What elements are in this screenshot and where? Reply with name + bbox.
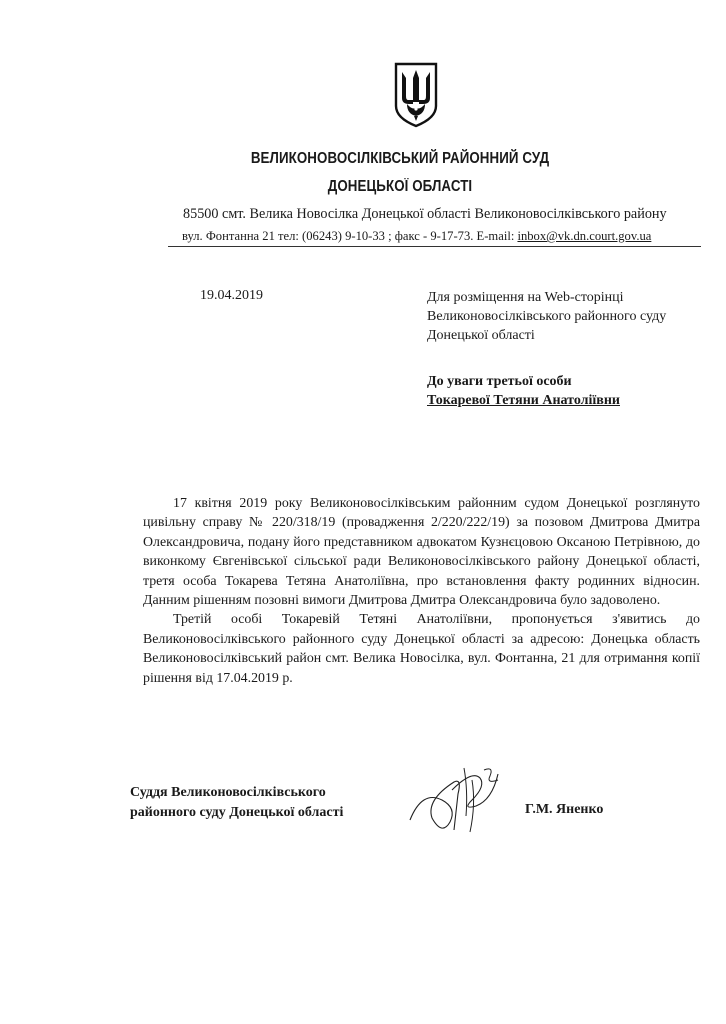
signer-title [130, 783, 410, 823]
trident-emblem-icon [393, 62, 439, 128]
court-name-line1: ВЕЛИКОНОВОСІЛКІВСЬКИЙ РАЙОННИЙ СУД [250, 150, 550, 167]
court-name-line2: ДОНЕЦЬКОЇ ОБЛАСТІ [327, 178, 473, 195]
letter-body [143, 494, 700, 688]
recipient-block [427, 288, 717, 345]
attention-block [427, 372, 717, 410]
court-address-line1: 85500 смт. Велика Новосілка Донецької області Великоновосілківського району [183, 206, 667, 222]
signer-name: Г.М. Яненко [525, 802, 604, 817]
recipient-line3: Донецької області [427, 328, 535, 343]
attention-person-name: Токаревої Тетяни Анатоліївни [427, 393, 620, 408]
court-contacts: вул. Фонтанна 21 тел: (06243) 9-10-33 ; факс - 9-17-73. E-mail: [182, 229, 518, 243]
court-address-line2 [182, 229, 702, 244]
header-divider [168, 246, 701, 247]
court-email-link[interactable]: inbox@vk.dn.court.gov.ua [517, 229, 652, 243]
recipient-line1: Для розміщення на Web-сторінці [427, 290, 624, 305]
signer-title-line2: районного суду Донецької області [130, 805, 344, 820]
attention-heading: До уваги третьої особи [427, 374, 572, 389]
signer-title-line1: Суддя Великоновосілківського [130, 785, 326, 800]
body-paragraph-2: Третій особі Токаревій Тетяні Анатоліївни, пропонується з'явитись до Великоновосілківського районного суду Донецької області за адресою: Донецька область Великоновосілківський район смт. Велика Новосілка, вул. Фонтанна, 21 для отримання копії рішення від 17.04.2019 р. [143, 612, 700, 686]
letter-date: 19.04.2019 [200, 288, 263, 303]
handwritten-signature-icon [402, 760, 512, 840]
body-paragraph-1: 17 квітня 2019 року Великоновосілківським районним судом Донецької розглянуто цивільну справу № 220/318/19 (провадження 2/220/222/19) за позовом Дмитрова Дмитра Олександровича, подану його представником адвокатом Кузнєцовою Оксаною Петрівною, до виконкому Євгенівської сільської ради Великоновосілківського району Донецької області, третя особа Токарева Тетяна Анатоліївна, про встановлення факту родинних відносин. Данним рішенням позовні вимоги Дмитрова Дмитра Олександровича було задоволено. [143, 496, 700, 609]
recipient-line2: Великоновосілківського районного суду [427, 309, 667, 324]
